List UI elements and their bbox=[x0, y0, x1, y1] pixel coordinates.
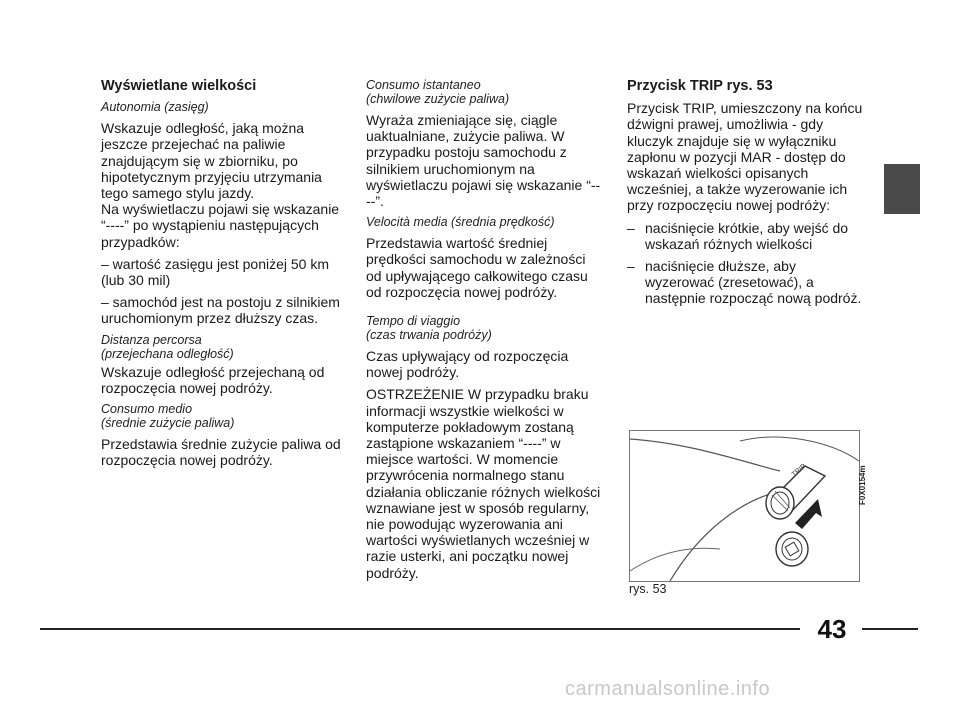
trip-label: TRIP bbox=[790, 462, 808, 479]
ignition-icon bbox=[776, 532, 808, 566]
section-tab bbox=[884, 164, 920, 214]
column-2 bbox=[366, 78, 602, 587]
paragraph: Wskazuje odległość przejechaną od rozpoczęcia nowej podróży. bbox=[101, 363, 325, 396]
page-number: 43 bbox=[817, 614, 847, 644]
paragraph: – wartość zasięgu jest poniżej 50 km (lub 30 mil) bbox=[101, 255, 329, 289]
figure-caption: rys. 53 bbox=[629, 582, 667, 596]
figure-trip-button bbox=[629, 430, 860, 582]
subheading-avg-consumption: Consumo medio (średnie zużycie paliwa) bbox=[101, 402, 235, 431]
paragraph: Na wyświetlaczu pojawi się wskazanie “----” po wystąpieniu następujących przypadków: bbox=[101, 201, 340, 250]
subheading-range: Autonomia (zasięg) bbox=[101, 100, 209, 115]
subheading-instant-consumption: Consumo istantaneo (chwilowe zużycie paliwa) bbox=[366, 78, 510, 106]
footer-rule bbox=[40, 628, 800, 630]
list-item: – naciśnięcie dłuższe, aby wyzerować (zresetować), a następnie rozpocząć nową podróż. bbox=[627, 258, 862, 307]
paragraph: Czas upływający od rozpoczęcia nowej podróży. bbox=[366, 348, 569, 381]
warning-paragraph: OSTRZEŻENIE W przypadku braku informacji wszystkie wielkości w komputerze pokładowym zostaną zastąpione wskazaniem “----” w miejsce wartości. W momencie przywrócenia normalnego stanu działania obliczanie różnych wielkości wznawiane jest w sposób regularny, nie powodując wyzerowania ani wartości wyświetlanych wcześniej w razie usterki, ani początku nowej podróży. bbox=[366, 386, 601, 581]
paragraph: Wyraża zmieniające się, ciągle uaktualniane, zużycie paliwa. W przypadku postoju samochodu z silnikiem uruchomionym na wyświetlaczu pojawi się wskazanie “----”. bbox=[366, 112, 601, 210]
paragraph: Wskazuje odległość, jaką można jeszcze przejechać na paliwie znajdującym się w zbiorniku, po hipotetycznym przyjęciu utrzymania tego samego stylu jazdy. bbox=[101, 120, 322, 202]
paragraph: Przedstawia średnie zużycie paliwa od rozpoczęcia nowej podróży. bbox=[101, 436, 341, 469]
section-heading: Przycisk TRIP rys. 53 bbox=[627, 78, 773, 94]
list-item: – naciśnięcie krótkie, aby wejść do wskazań różnych wielkości bbox=[627, 219, 849, 252]
column-1 bbox=[101, 78, 341, 474]
column-3 bbox=[627, 78, 867, 313]
paragraph: Przycisk TRIP, umieszczony na końcu dźwigni prawej, umożliwia - gdy kluczyk znajduje się w wyłączniku zapłonu w pozycji MAR - dostęp do wskazań wielkości opisanych wcześniej, a także wyzerowanie ich przy rozpoczęciu nowej podróży: bbox=[627, 100, 863, 214]
figure-code: F0X0154m bbox=[858, 465, 867, 505]
subheading-travel-time: Tempo di viaggio (czas trwania podróży) bbox=[366, 314, 492, 343]
section-heading: Wyświetlane wielkości bbox=[101, 78, 257, 94]
paragraph: Przedstawia wartość średniej prędkości samochodu w zależności od upływającego całkowitego czasu od rozpoczęcia nowej podróży. bbox=[366, 235, 588, 300]
watermark: carmanualsonline.info bbox=[565, 678, 771, 700]
stalk-illustration bbox=[630, 431, 859, 581]
subheading-avg-speed: Velocità media (średnia prędkość) bbox=[366, 215, 555, 230]
footer-rule bbox=[862, 628, 918, 630]
subheading-distance: Distanza percorsa (przejechana odległość) bbox=[101, 332, 234, 361]
paragraph: – samochód jest na postoju z silnikiem uruchomionym przez dłuższy czas. bbox=[101, 294, 340, 327]
